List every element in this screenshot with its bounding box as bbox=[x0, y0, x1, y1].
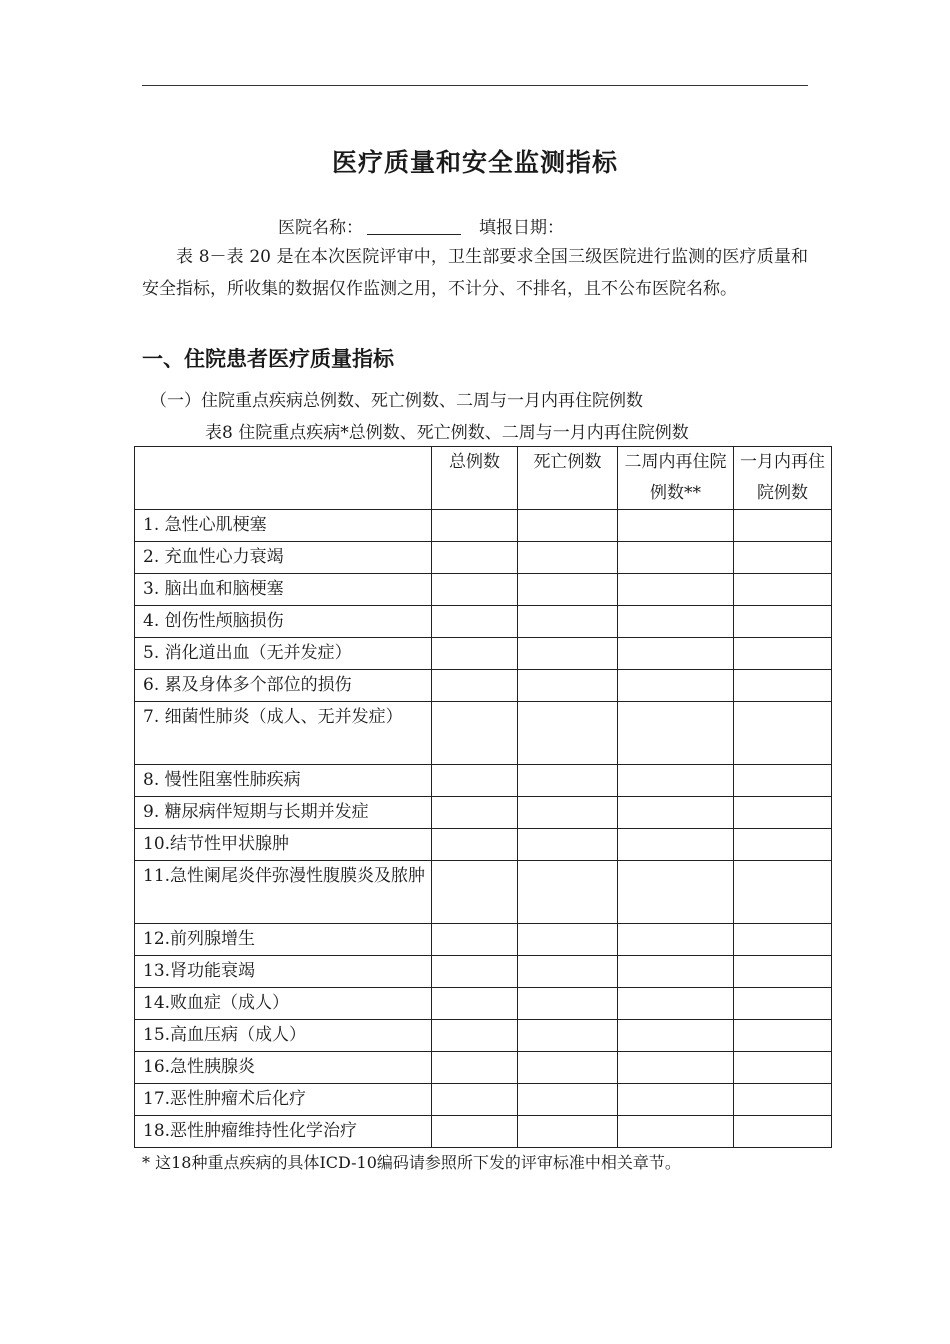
input-cell-total[interactable] bbox=[432, 1116, 518, 1148]
input-cell-readmit-2w[interactable] bbox=[618, 606, 734, 638]
table-row bbox=[135, 988, 832, 1020]
input-cell-deaths[interactable] bbox=[518, 638, 618, 670]
input-cell-total[interactable] bbox=[432, 1084, 518, 1116]
disease-name: 10.结节性甲状腺肿 bbox=[143, 834, 290, 854]
input-cell-readmit-2w[interactable] bbox=[618, 702, 734, 765]
disease-name-cell bbox=[135, 542, 432, 574]
input-cell-total[interactable] bbox=[432, 861, 518, 924]
input-cell-total[interactable] bbox=[432, 797, 518, 829]
disease-name: 12.前列腺增生 bbox=[143, 929, 256, 949]
input-cell-deaths[interactable] bbox=[518, 510, 618, 542]
disease-name: 7. 细菌性肺炎（成人、无并发症） bbox=[143, 707, 403, 727]
disease-name-cell bbox=[135, 924, 432, 956]
disease-name-cell bbox=[135, 1084, 432, 1116]
disease-name: 1. 急性心肌梗塞 bbox=[143, 515, 267, 535]
table-header-row bbox=[135, 447, 832, 510]
disease-name-cell bbox=[135, 574, 432, 606]
disease-name: 14.败血症（成人） bbox=[143, 993, 290, 1013]
table-row bbox=[135, 956, 832, 988]
input-cell-deaths[interactable] bbox=[518, 861, 618, 924]
input-cell-readmit-2w[interactable] bbox=[618, 956, 734, 988]
input-cell-deaths[interactable] bbox=[518, 574, 618, 606]
input-cell-readmit-1m[interactable] bbox=[734, 574, 832, 606]
input-cell-readmit-1m[interactable] bbox=[734, 702, 832, 765]
disease-name: 4. 创伤性颅脑损伤 bbox=[143, 611, 284, 631]
input-cell-readmit-1m[interactable] bbox=[734, 861, 832, 924]
table-row bbox=[135, 797, 832, 829]
input-cell-readmit-2w[interactable] bbox=[618, 861, 734, 924]
table-body bbox=[135, 510, 832, 1148]
disease-name-cell bbox=[135, 861, 432, 924]
input-cell-readmit-1m[interactable] bbox=[734, 1116, 832, 1148]
input-cell-deaths[interactable] bbox=[518, 670, 618, 702]
input-cell-readmit-2w[interactable] bbox=[618, 1116, 734, 1148]
disease-name: 18.恶性肿瘤维持性化学治疗 bbox=[143, 1121, 358, 1141]
input-cell-readmit-1m[interactable] bbox=[734, 765, 832, 797]
input-cell-readmit-2w[interactable] bbox=[618, 542, 734, 574]
input-cell-deaths[interactable] bbox=[518, 702, 618, 765]
disease-name-cell bbox=[135, 797, 432, 829]
input-cell-total[interactable] bbox=[432, 542, 518, 574]
disease-name: 8. 慢性阻塞性肺疾病 bbox=[143, 770, 301, 790]
input-cell-total[interactable] bbox=[432, 670, 518, 702]
table-row bbox=[135, 574, 832, 606]
disease-name: 13.肾功能衰竭 bbox=[143, 961, 256, 981]
input-cell-readmit-2w[interactable] bbox=[618, 988, 734, 1020]
disease-name-cell bbox=[135, 988, 432, 1020]
input-cell-readmit-1m[interactable] bbox=[734, 542, 832, 574]
disease-name: 2. 充血性心力衰竭 bbox=[143, 547, 284, 567]
disease-name-cell bbox=[135, 702, 432, 765]
disease-name: 5. 消化道出血（无并发症） bbox=[143, 643, 352, 663]
table-row bbox=[135, 638, 832, 670]
input-cell-readmit-1m[interactable] bbox=[734, 829, 832, 861]
input-cell-deaths[interactable] bbox=[518, 988, 618, 1020]
disease-name: 11.急性阑尾炎伴弥漫性腹膜炎及脓肿 bbox=[143, 866, 426, 886]
input-cell-deaths[interactable] bbox=[518, 1116, 618, 1148]
disease-name: 9. 糖尿病伴短期与长期并发症 bbox=[143, 802, 369, 822]
input-cell-total[interactable] bbox=[432, 1020, 518, 1052]
input-cell-total[interactable] bbox=[432, 1052, 518, 1084]
input-cell-deaths[interactable] bbox=[518, 542, 618, 574]
table-row bbox=[135, 924, 832, 956]
input-cell-total[interactable] bbox=[432, 988, 518, 1020]
input-cell-total[interactable] bbox=[432, 924, 518, 956]
header-rule bbox=[142, 85, 808, 86]
input-cell-readmit-2w[interactable] bbox=[618, 670, 734, 702]
disease-name: 17.恶性肿瘤术后化疗 bbox=[143, 1089, 307, 1109]
disease-name-cell bbox=[135, 1052, 432, 1084]
input-cell-total[interactable] bbox=[432, 606, 518, 638]
input-cell-readmit-2w[interactable] bbox=[618, 574, 734, 606]
input-cell-deaths[interactable] bbox=[518, 956, 618, 988]
input-cell-readmit-1m[interactable] bbox=[734, 670, 832, 702]
disease-name-cell bbox=[135, 510, 432, 542]
disease-name-cell bbox=[135, 1020, 432, 1052]
table-row bbox=[135, 829, 832, 861]
input-cell-readmit-2w[interactable] bbox=[618, 638, 734, 670]
table-row bbox=[135, 1020, 832, 1052]
section-heading: 一、住院患者医疗质量指标 bbox=[142, 347, 394, 371]
input-cell-deaths[interactable] bbox=[518, 1084, 618, 1116]
input-cell-deaths[interactable] bbox=[518, 797, 618, 829]
disease-name: 6. 累及身体多个部位的损伤 bbox=[143, 675, 352, 695]
input-cell-readmit-2w[interactable] bbox=[618, 1020, 734, 1052]
header-cell-total: 总例数 bbox=[432, 447, 518, 510]
input-cell-readmit-2w[interactable] bbox=[618, 765, 734, 797]
disease-name-cell bbox=[135, 670, 432, 702]
input-cell-readmit-2w[interactable] bbox=[618, 829, 734, 861]
table-row bbox=[135, 670, 832, 702]
input-cell-deaths[interactable] bbox=[518, 1052, 618, 1084]
hospital-name-field[interactable] bbox=[367, 217, 461, 235]
input-cell-deaths[interactable] bbox=[518, 829, 618, 861]
input-cell-readmit-2w[interactable] bbox=[618, 797, 734, 829]
input-cell-readmit-1m[interactable] bbox=[734, 797, 832, 829]
disease-table bbox=[134, 446, 832, 1148]
page-title: 医疗质量和安全监测指标 bbox=[331, 148, 618, 177]
table-row bbox=[135, 510, 832, 542]
input-cell-total[interactable] bbox=[432, 574, 518, 606]
input-cell-readmit-1m[interactable] bbox=[734, 606, 832, 638]
input-cell-readmit-2w[interactable] bbox=[618, 1084, 734, 1116]
input-cell-deaths[interactable] bbox=[518, 606, 618, 638]
disease-name: 3. 脑出血和脑梗塞 bbox=[143, 579, 284, 599]
input-cell-readmit-2w[interactable] bbox=[618, 924, 734, 956]
input-cell-total[interactable] bbox=[432, 702, 518, 765]
input-cell-total[interactable] bbox=[432, 829, 518, 861]
form-meta bbox=[278, 213, 564, 238]
table-row bbox=[135, 765, 832, 797]
table-row bbox=[135, 1052, 832, 1084]
table-row bbox=[135, 542, 832, 574]
intro-paragraph: 表 8－表 20 是在本次医院评审中，卫生部要求全国三级医院进行监测的医疗质量和安全指标，所收集的数据仅作监测之用，不计分、不排名，且不公布医院名称。 bbox=[142, 247, 808, 299]
input-cell-readmit-1m[interactable] bbox=[734, 988, 832, 1020]
header-cell-readmit-2w: 二周内再住院例数** bbox=[618, 447, 734, 510]
input-cell-readmit-1m[interactable] bbox=[734, 510, 832, 542]
table-row bbox=[135, 1084, 832, 1116]
input-cell-readmit-1m[interactable] bbox=[734, 638, 832, 670]
disease-name-cell bbox=[135, 956, 432, 988]
header-cell-disease bbox=[135, 447, 432, 510]
input-cell-deaths[interactable] bbox=[518, 924, 618, 956]
disease-name-cell bbox=[135, 638, 432, 670]
table-row bbox=[135, 702, 832, 765]
input-cell-total[interactable] bbox=[432, 765, 518, 797]
table-row bbox=[135, 606, 832, 638]
input-cell-readmit-2w[interactable] bbox=[618, 510, 734, 542]
table-row bbox=[135, 1116, 832, 1148]
disease-name-cell bbox=[135, 829, 432, 861]
disease-name: 15.高血压病（成人） bbox=[143, 1025, 307, 1045]
input-cell-readmit-1m[interactable] bbox=[734, 1020, 832, 1052]
table-row bbox=[135, 861, 832, 924]
report-date-label: 填报日期： bbox=[479, 218, 564, 238]
disease-name-cell bbox=[135, 765, 432, 797]
input-cell-readmit-1m[interactable] bbox=[734, 956, 832, 988]
hospital-name-label: 医院名称： bbox=[278, 218, 363, 238]
disease-name-cell bbox=[135, 606, 432, 638]
disease-name-cell bbox=[135, 1116, 432, 1148]
subsection-heading: （一）住院重点疾病总例数、死亡例数、二周与一月内再住院例数 bbox=[150, 391, 643, 411]
input-cell-deaths[interactable] bbox=[518, 765, 618, 797]
input-cell-readmit-1m[interactable] bbox=[734, 924, 832, 956]
input-cell-total[interactable] bbox=[432, 510, 518, 542]
header-cell-readmit-1m: 一月内再住院例数 bbox=[734, 447, 832, 510]
input-cell-readmit-1m[interactable] bbox=[734, 1084, 832, 1116]
footnote: * 这18种重点疾病的具体ICD-10编码请参照所下发的评审标准中相关章节。 bbox=[142, 1153, 681, 1172]
disease-name: 16.急性胰腺炎 bbox=[143, 1057, 256, 1077]
table-caption: 表8 住院重点疾病*总例数、死亡例数、二周与一月内再住院例数 bbox=[205, 423, 689, 443]
input-cell-total[interactable] bbox=[432, 956, 518, 988]
input-cell-readmit-1m[interactable] bbox=[734, 1052, 832, 1084]
input-cell-total[interactable] bbox=[432, 638, 518, 670]
input-cell-readmit-2w[interactable] bbox=[618, 1052, 734, 1084]
input-cell-deaths[interactable] bbox=[518, 1020, 618, 1052]
header-cell-deaths: 死亡例数 bbox=[518, 447, 618, 510]
